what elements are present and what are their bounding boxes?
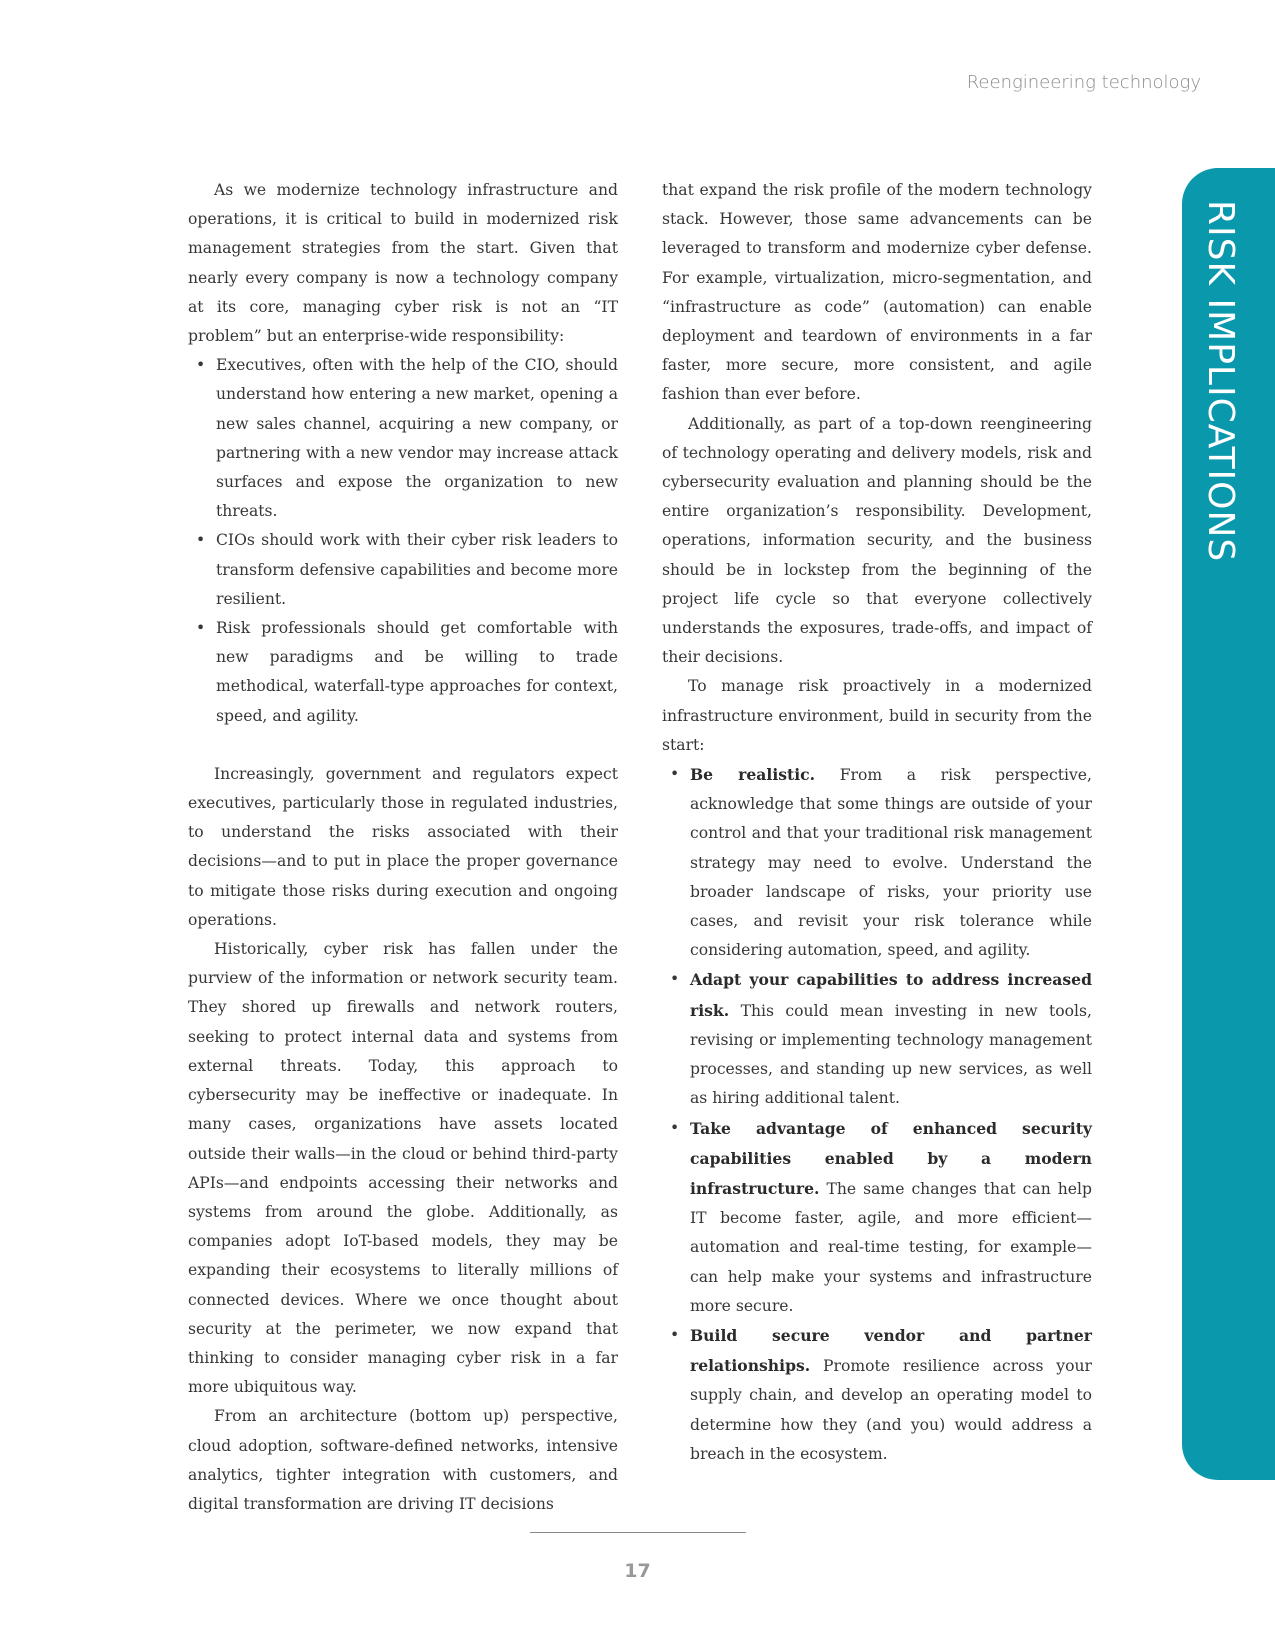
bullet-icon: • (196, 619, 206, 638)
list-item-text: Risk professionals should get comfortable with new paradigms and be willing to trade methodical, waterfall-type approaches for context, speed, and agility. (216, 619, 618, 725)
list-item (188, 526, 618, 614)
list-item (662, 965, 1092, 1113)
body-paragraph: Increasingly, government and regulators expect executives, particularly those in regulated industries, to understand the risks associated with their decisions—and to put in place the proper governance to mitigate those risks during execution and ongoing operations. (188, 764, 618, 929)
list-item-text: From a risk perspective, acknowledge that some things are outside of your control and that your traditional risk management strategy may need to evolve. Understand the broader landscape of risks, your priority use cases, and revisit your risk tolerance while considering automation, speed, and agility. (690, 766, 1092, 960)
list-item-text: CIOs should work with their cyber risk leaders to transform defensive capabilities and become more resilient. (216, 531, 618, 608)
list-item (188, 614, 618, 731)
right-column (662, 176, 1092, 1469)
list-item-lead: Build secure vendor and partner relationships. (690, 1325, 1092, 1376)
left-column (188, 176, 618, 1519)
list-item (188, 351, 618, 526)
bullet-icon: • (670, 765, 680, 784)
body-paragraph: From an architecture (bottom up) perspective, cloud adoption, software-defined networks, intensive analytics, tighter integration with customers, and digital transformation are driving IT decisions (188, 1407, 618, 1513)
list-item (662, 1114, 1092, 1321)
list-item-text: Executives, often with the help of the CIO, should understand how entering a new market, opening a new sales channel, acquiring a new company, or partnering with a new vendor may increase attack surfaces and expose the organization to new threats. (216, 356, 618, 521)
list-item (662, 1321, 1092, 1469)
list-item-lead: Be realistic. (690, 765, 816, 785)
bullet-icon: • (196, 356, 206, 375)
bullet-icon: • (670, 970, 680, 989)
list-item-text: This could mean investing in new tools, revising or implementing technology management processes, and standing up new services, as well as hiring additional talent. (690, 1001, 1092, 1108)
body-paragraph: As we modernize technology infrastructure and operations, it is critical to build in modernized risk management strategies from the start. Given that nearly every company is now a technology company at its core, managing cyber risk is not an “IT problem” but an enterprise-wide responsibility: (188, 181, 618, 346)
body-paragraph: Additionally, as part of a top-down reengineering of technology operating and delivery models, risk and cybersecurity evaluation and planning should be the entire organization’s responsibility. Development, operations, information security, and the business should be in lockstep from the beginning of the project life cycle so that everyone collectively understands the exposures, trade-offs, and impact of their decisions. (662, 414, 1092, 667)
list-item-lead: Adapt your capabilities to address increased risk. (690, 970, 1092, 1020)
body-paragraph: Historically, cyber risk has fallen under the purview of the information or network security team. They shored up firewalls and network routers, seeking to protect internal data and systems from external threats. Today, this approach to cybersecurity may be ineffective or inadequate. In many cases, organizations have assets located outside their walls—in the cloud or behind third-party APIs—and endpoints accessing their networks and systems from around the globe. Additionally, as companies adopt IoT-based models, they may be expanding their ecosystems to literally millions of connected devices. Where we once thought about security at the perimeter, we now expand that thinking to consider managing cyber risk in a far more ubiquitous way. (188, 940, 618, 1397)
side-tab-label: RISK IMPLICATIONS (1200, 200, 1241, 563)
page-number: 17 (624, 1560, 651, 1582)
list-item-text: The same changes that can help IT become faster, agile, and more efficient—automation and real-time testing, for example—can help make your systems and infrastructure more secure. (690, 1179, 1092, 1315)
bullet-list (662, 760, 1092, 1469)
bullet-icon: • (670, 1118, 680, 1137)
bullet-icon: • (670, 1325, 680, 1344)
list-item-text: Promote resilience across your supply chain, and develop an operating model to determine how they (and you) would address a breach in the ecosystem. (690, 1357, 1092, 1463)
list-item (662, 760, 1092, 965)
body-paragraph: To manage risk proactively in a modernized infrastructure environment, build in security from the start: (662, 677, 1092, 754)
bullet-list (188, 351, 618, 731)
footer-rule (530, 1532, 746, 1533)
bullet-icon: • (196, 531, 206, 550)
body-paragraph: that expand the risk profile of the modern technology stack. However, those same advancements can be leveraged to transform and modernize cyber defense. For example, virtualization, micro-segmentation, and “infrastructure as code” (automation) can enable deployment and teardown of environments in a far faster, more secure, more consistent, and agile fashion than ever before. (662, 181, 1092, 404)
list-item-lead: Take advantage of enhanced security capabilities enabled by a modern infrastructure. (690, 1118, 1092, 1198)
running-header: Reengineering technology (966, 72, 1201, 93)
